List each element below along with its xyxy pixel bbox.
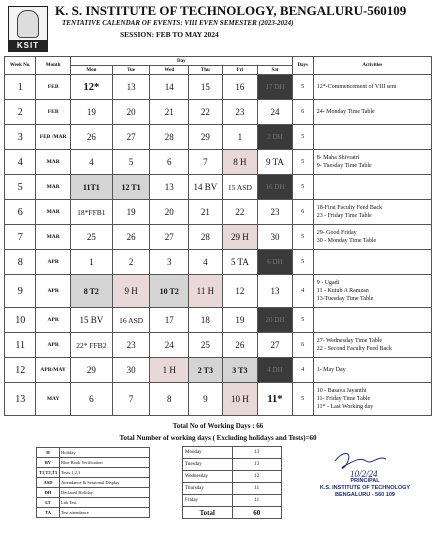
day-cell: 27 — [258, 333, 293, 358]
day-count-row — [183, 483, 282, 495]
day-count-row — [183, 471, 282, 483]
day-cell: 1 — [70, 250, 112, 275]
activity-cell — [313, 250, 431, 275]
activity-line: 8- Maha Shivratri — [316, 155, 360, 161]
day-cell: 19 — [222, 308, 258, 333]
day-cell: 12 T1 — [112, 175, 150, 200]
day-name: Wednesday — [183, 471, 233, 483]
month-cell: APR — [36, 308, 71, 333]
legend-abbr: H — [37, 448, 60, 458]
month-cell: MAY — [36, 383, 71, 416]
working-days-cell: 5 — [292, 383, 313, 416]
activity-line: 24- Monday Time Table — [316, 109, 375, 115]
working-days-cell: 6 — [292, 333, 313, 358]
day-cell: 24 — [150, 333, 189, 358]
day-cell: 8 — [150, 383, 189, 416]
day-cell: 4 DH — [258, 358, 293, 383]
calendar-table — [4, 56, 432, 416]
activity-line: 11 - Kutub A Ramzan — [316, 288, 369, 294]
day-cell: 30 — [258, 225, 293, 250]
day-count: 60 — [232, 507, 282, 519]
activity-cell — [313, 383, 431, 416]
activity-cell — [313, 275, 431, 308]
day-count-row — [183, 495, 282, 507]
principal-stamp — [300, 478, 430, 499]
legend-desc: Blue Book Verification — [60, 458, 150, 468]
week-number: 2 — [5, 100, 36, 125]
legend-desc: Test attendance — [60, 508, 150, 518]
day-cell: 18 — [189, 308, 222, 333]
activity-line: 9- Tuesday Time Table — [316, 163, 372, 169]
header-days: Days — [292, 57, 313, 75]
day-cell: 5 TA — [222, 250, 258, 275]
calendar-row — [5, 175, 432, 200]
activity-line: 23 - Friday Time Table — [316, 213, 372, 219]
day-cell: 21 — [189, 200, 222, 225]
day-cell: 14 BV — [189, 175, 222, 200]
week-number: 12 — [5, 358, 36, 383]
activity-cell — [313, 125, 431, 150]
activity-cell — [313, 358, 431, 383]
day-cell: 9 H — [112, 275, 150, 308]
day-cell: 16 DH — [258, 175, 293, 200]
calendar-subtitle: TENTATIVE CALENDAR OF EVENTS: VIII EVEN SEMESTER (2023-2024) — [62, 19, 294, 27]
day-name: Thursday — [183, 483, 233, 495]
day-cell: 15 BV — [70, 308, 112, 333]
month-cell: APR — [36, 333, 71, 358]
working-days-cell: 6 — [292, 100, 313, 125]
header-mon: Mon — [70, 66, 112, 75]
week-number: 4 — [5, 150, 36, 175]
day-cell: 15 — [189, 75, 222, 100]
header-wed: Wed — [150, 66, 189, 75]
day-name: Monday — [183, 447, 233, 459]
working-days-cell: 5 — [292, 75, 313, 100]
logo-text: KSIT — [9, 40, 47, 51]
day-cell: 20 — [150, 200, 189, 225]
day-count-row — [183, 459, 282, 471]
day-cell: 23 — [258, 200, 293, 225]
calendar-row — [5, 125, 432, 150]
institute-logo — [8, 6, 48, 52]
month-cell: MAR — [36, 225, 71, 250]
day-cell: 27 — [150, 225, 189, 250]
calendar-row — [5, 150, 432, 175]
day-cell: 16 — [222, 75, 258, 100]
day-cell: 16 ASD — [112, 308, 150, 333]
calendar-row — [5, 308, 432, 333]
session-label: SESSION: FEB TO MAY 2024 — [120, 30, 219, 39]
activity-line: 27- Wednesday Time Table — [316, 338, 383, 344]
day-cell: 4 — [70, 150, 112, 175]
day-cell: 13 — [258, 275, 293, 308]
day-cell: 10 H — [222, 383, 258, 416]
day-count-table — [182, 446, 282, 519]
activity-line: 22 - Second Faculty Feed Back — [316, 346, 392, 352]
month-cell: APR — [36, 275, 71, 308]
legend-desc: Declared Holiday — [60, 488, 150, 498]
week-number: 11 — [5, 333, 36, 358]
day-cell: 17 DH — [258, 75, 293, 100]
day-cell: 2 T3 — [189, 358, 222, 383]
day-cell: 23 — [112, 333, 150, 358]
day-cell: 21 — [150, 100, 189, 125]
day-cell: 26 — [70, 125, 112, 150]
day-cell: 2 DH — [258, 125, 293, 150]
day-cell: 20 — [112, 100, 150, 125]
principal-city: BENGALURU - 560 109 — [335, 492, 395, 498]
header-thu: Thu — [189, 66, 222, 75]
day-cell: 7 — [112, 383, 150, 416]
page-header — [0, 0, 434, 56]
day-cell: 27 — [112, 125, 150, 150]
week-number: 1 — [5, 75, 36, 100]
day-cell: 29 — [70, 358, 112, 383]
legend-abbr: LT — [37, 498, 60, 508]
day-cell: 4 — [189, 250, 222, 275]
month-cell: APR/MAY — [36, 358, 71, 383]
day-cell: 3 — [150, 250, 189, 275]
week-number: 9 — [5, 275, 36, 308]
day-cell: 11T1 — [70, 175, 112, 200]
day-cell: 6 DH — [258, 250, 293, 275]
day-cell: 19 — [70, 100, 112, 125]
day-cell: 25 — [189, 333, 222, 358]
working-days-cell: 5 — [292, 125, 313, 150]
day-cell: 6 — [150, 150, 189, 175]
calendar-row — [5, 275, 432, 308]
header-tue: Tue — [112, 66, 150, 75]
day-cell: 29 — [189, 125, 222, 150]
activity-cell — [313, 225, 431, 250]
calendar-body — [5, 75, 432, 416]
total-excluding: Total Number of working days ( Excluding holidays and Tests)=60 — [119, 434, 317, 442]
week-number: 13 — [5, 383, 36, 416]
activity-cell — [313, 200, 431, 225]
day-cell: 14 — [150, 75, 189, 100]
day-cell: 19 — [112, 200, 150, 225]
day-cell: 8 H — [222, 150, 258, 175]
day-cell: 25 — [70, 225, 112, 250]
legend-row — [37, 458, 150, 468]
day-cell: 5 — [112, 150, 150, 175]
day-cell: 23 — [222, 100, 258, 125]
working-days-cell: 5 — [292, 175, 313, 200]
header-sat: Sat — [258, 66, 293, 75]
legend-row — [37, 508, 150, 518]
day-cell: 18*FFB1 — [70, 200, 112, 225]
legend-row — [37, 478, 150, 488]
day-cell: 9 — [189, 383, 222, 416]
activity-line: 30 - Monday Time Table — [316, 238, 377, 244]
legend-row — [37, 498, 150, 508]
day-name: Tuesday — [183, 459, 233, 471]
month-cell: MAR — [36, 200, 71, 225]
legend-abbr: BV — [37, 458, 60, 468]
legend-desc: Tests 1,2,3 — [60, 468, 150, 478]
day-count: 12 — [232, 471, 282, 483]
activity-cell — [313, 175, 431, 200]
day-cell: 13 — [150, 175, 189, 200]
day-name: Friday — [183, 495, 233, 507]
legend-row — [37, 488, 150, 498]
day-cell: 11 H — [189, 275, 222, 308]
activity-cell — [313, 308, 431, 333]
calendar-row — [5, 333, 432, 358]
working-days-cell: 5 — [292, 250, 313, 275]
signature-date: 10/2/24 — [350, 469, 378, 479]
day-cell: 2 — [112, 250, 150, 275]
day-cell: 28 — [150, 125, 189, 150]
legend-abbr: T1,T2,T3 — [37, 468, 60, 478]
day-cell: 7 — [189, 150, 222, 175]
week-number: 8 — [5, 250, 36, 275]
day-count-row — [183, 447, 282, 459]
activity-line: 11* - Last Working day — [316, 404, 374, 410]
day-cell: 1 H — [150, 358, 189, 383]
activity-line: 13-Tuesday Time Table — [316, 296, 374, 302]
header-activities: Activities — [313, 57, 431, 75]
week-number: 7 — [5, 225, 36, 250]
activity-line: 29- Good Friday — [316, 230, 357, 236]
month-cell: MAR — [36, 175, 71, 200]
day-cell: 29 H — [222, 225, 258, 250]
calendar-row — [5, 75, 432, 100]
activity-line: 9 - Ugadi — [316, 280, 340, 286]
day-count: 13 — [232, 459, 282, 471]
institute-title: K. S. INSTITUTE OF TECHNOLOGY, BENGALURU-560109 — [55, 3, 407, 18]
legend-abbr: ASD — [37, 478, 60, 488]
day-cell: 12 — [222, 275, 258, 308]
legend-desc: Holiday — [60, 448, 150, 458]
working-days-cell: 6 — [292, 200, 313, 225]
header-week: Week No. — [5, 57, 36, 75]
day-cell: 12* — [70, 75, 112, 100]
month-cell: MAR — [36, 150, 71, 175]
week-number: 6 — [5, 200, 36, 225]
day-cell: 20 DH — [258, 308, 293, 333]
working-days-cell: 5 — [292, 225, 313, 250]
day-cell: 9 TA — [258, 150, 293, 175]
working-days-cell: 4 — [292, 358, 313, 383]
activity-line: 1- May Day — [316, 367, 346, 373]
week-number: 5 — [5, 175, 36, 200]
calendar-row — [5, 250, 432, 275]
header-month: Month — [36, 57, 71, 75]
emblem-icon — [17, 10, 39, 38]
week-number: 10 — [5, 308, 36, 333]
legend-row — [37, 468, 150, 478]
day-count: 13 — [232, 447, 282, 459]
month-cell: FEB — [36, 100, 71, 125]
day-cell: 22 — [222, 200, 258, 225]
activity-cell — [313, 75, 431, 100]
legend-desc: Attendance & Sessional Display — [60, 478, 150, 488]
legend-desc: Lab Test — [60, 498, 150, 508]
month-cell: APR — [36, 250, 71, 275]
day-cell: 11* — [258, 383, 293, 416]
day-cell: 17 — [150, 308, 189, 333]
total-working-days: Total No of Working Days : 66 — [172, 422, 264, 430]
legend-table — [36, 447, 150, 518]
day-cell: 26 — [112, 225, 150, 250]
activity-cell — [313, 150, 431, 175]
day-cell: 3 T3 — [222, 358, 258, 383]
working-days-cell: 5 — [292, 308, 313, 333]
day-cell: 26 — [222, 333, 258, 358]
month-cell: FEB — [36, 75, 71, 100]
day-name: Total — [183, 507, 233, 519]
header-fri: Fri — [222, 66, 258, 75]
header-day-group: Day — [70, 57, 292, 66]
working-days-cell: 5 — [292, 150, 313, 175]
day-cell: 28 — [189, 225, 222, 250]
legend-abbr: DH — [37, 488, 60, 498]
legend-row — [37, 448, 150, 458]
day-count: 11 — [232, 483, 282, 495]
calendar-row — [5, 358, 432, 383]
week-number: 3 — [5, 125, 36, 150]
day-cell: 24 — [258, 100, 293, 125]
day-cell: 8 T2 — [70, 275, 112, 308]
working-days-cell: 4 — [292, 275, 313, 308]
day-cell: 6 — [70, 383, 112, 416]
activity-line: 10 - Basava Jayanthi — [316, 388, 367, 394]
day-count-row — [183, 507, 282, 519]
principal-title: PRINCIPAL — [350, 478, 380, 484]
month-cell: FEB /MAR — [36, 125, 71, 150]
day-count: 11 — [232, 495, 282, 507]
day-cell: 30 — [112, 358, 150, 383]
activity-cell — [313, 100, 431, 125]
legend-abbr: TA — [37, 508, 60, 518]
day-cell: 22 — [189, 100, 222, 125]
day-cell: 10 T2 — [150, 275, 189, 308]
day-cell: 15 ASD — [222, 175, 258, 200]
day-cell: 22* FFB2 — [70, 333, 112, 358]
calendar-row — [5, 225, 432, 250]
activity-line: 12*-Commencement of VIII sem — [316, 84, 397, 90]
day-cell: 1 — [222, 125, 258, 150]
calendar-row — [5, 200, 432, 225]
calendar-row — [5, 383, 432, 416]
activity-line: 18-First Faculty Feed Back — [316, 205, 383, 211]
activity-line: 11- Friday Time Table — [316, 396, 371, 402]
principal-org: K.S. INSTITUTE OF TECHNOLOGY — [319, 485, 411, 491]
day-cell: 13 — [112, 75, 150, 100]
activity-cell — [313, 333, 431, 358]
calendar-row — [5, 100, 432, 125]
principal-signature — [330, 447, 400, 481]
